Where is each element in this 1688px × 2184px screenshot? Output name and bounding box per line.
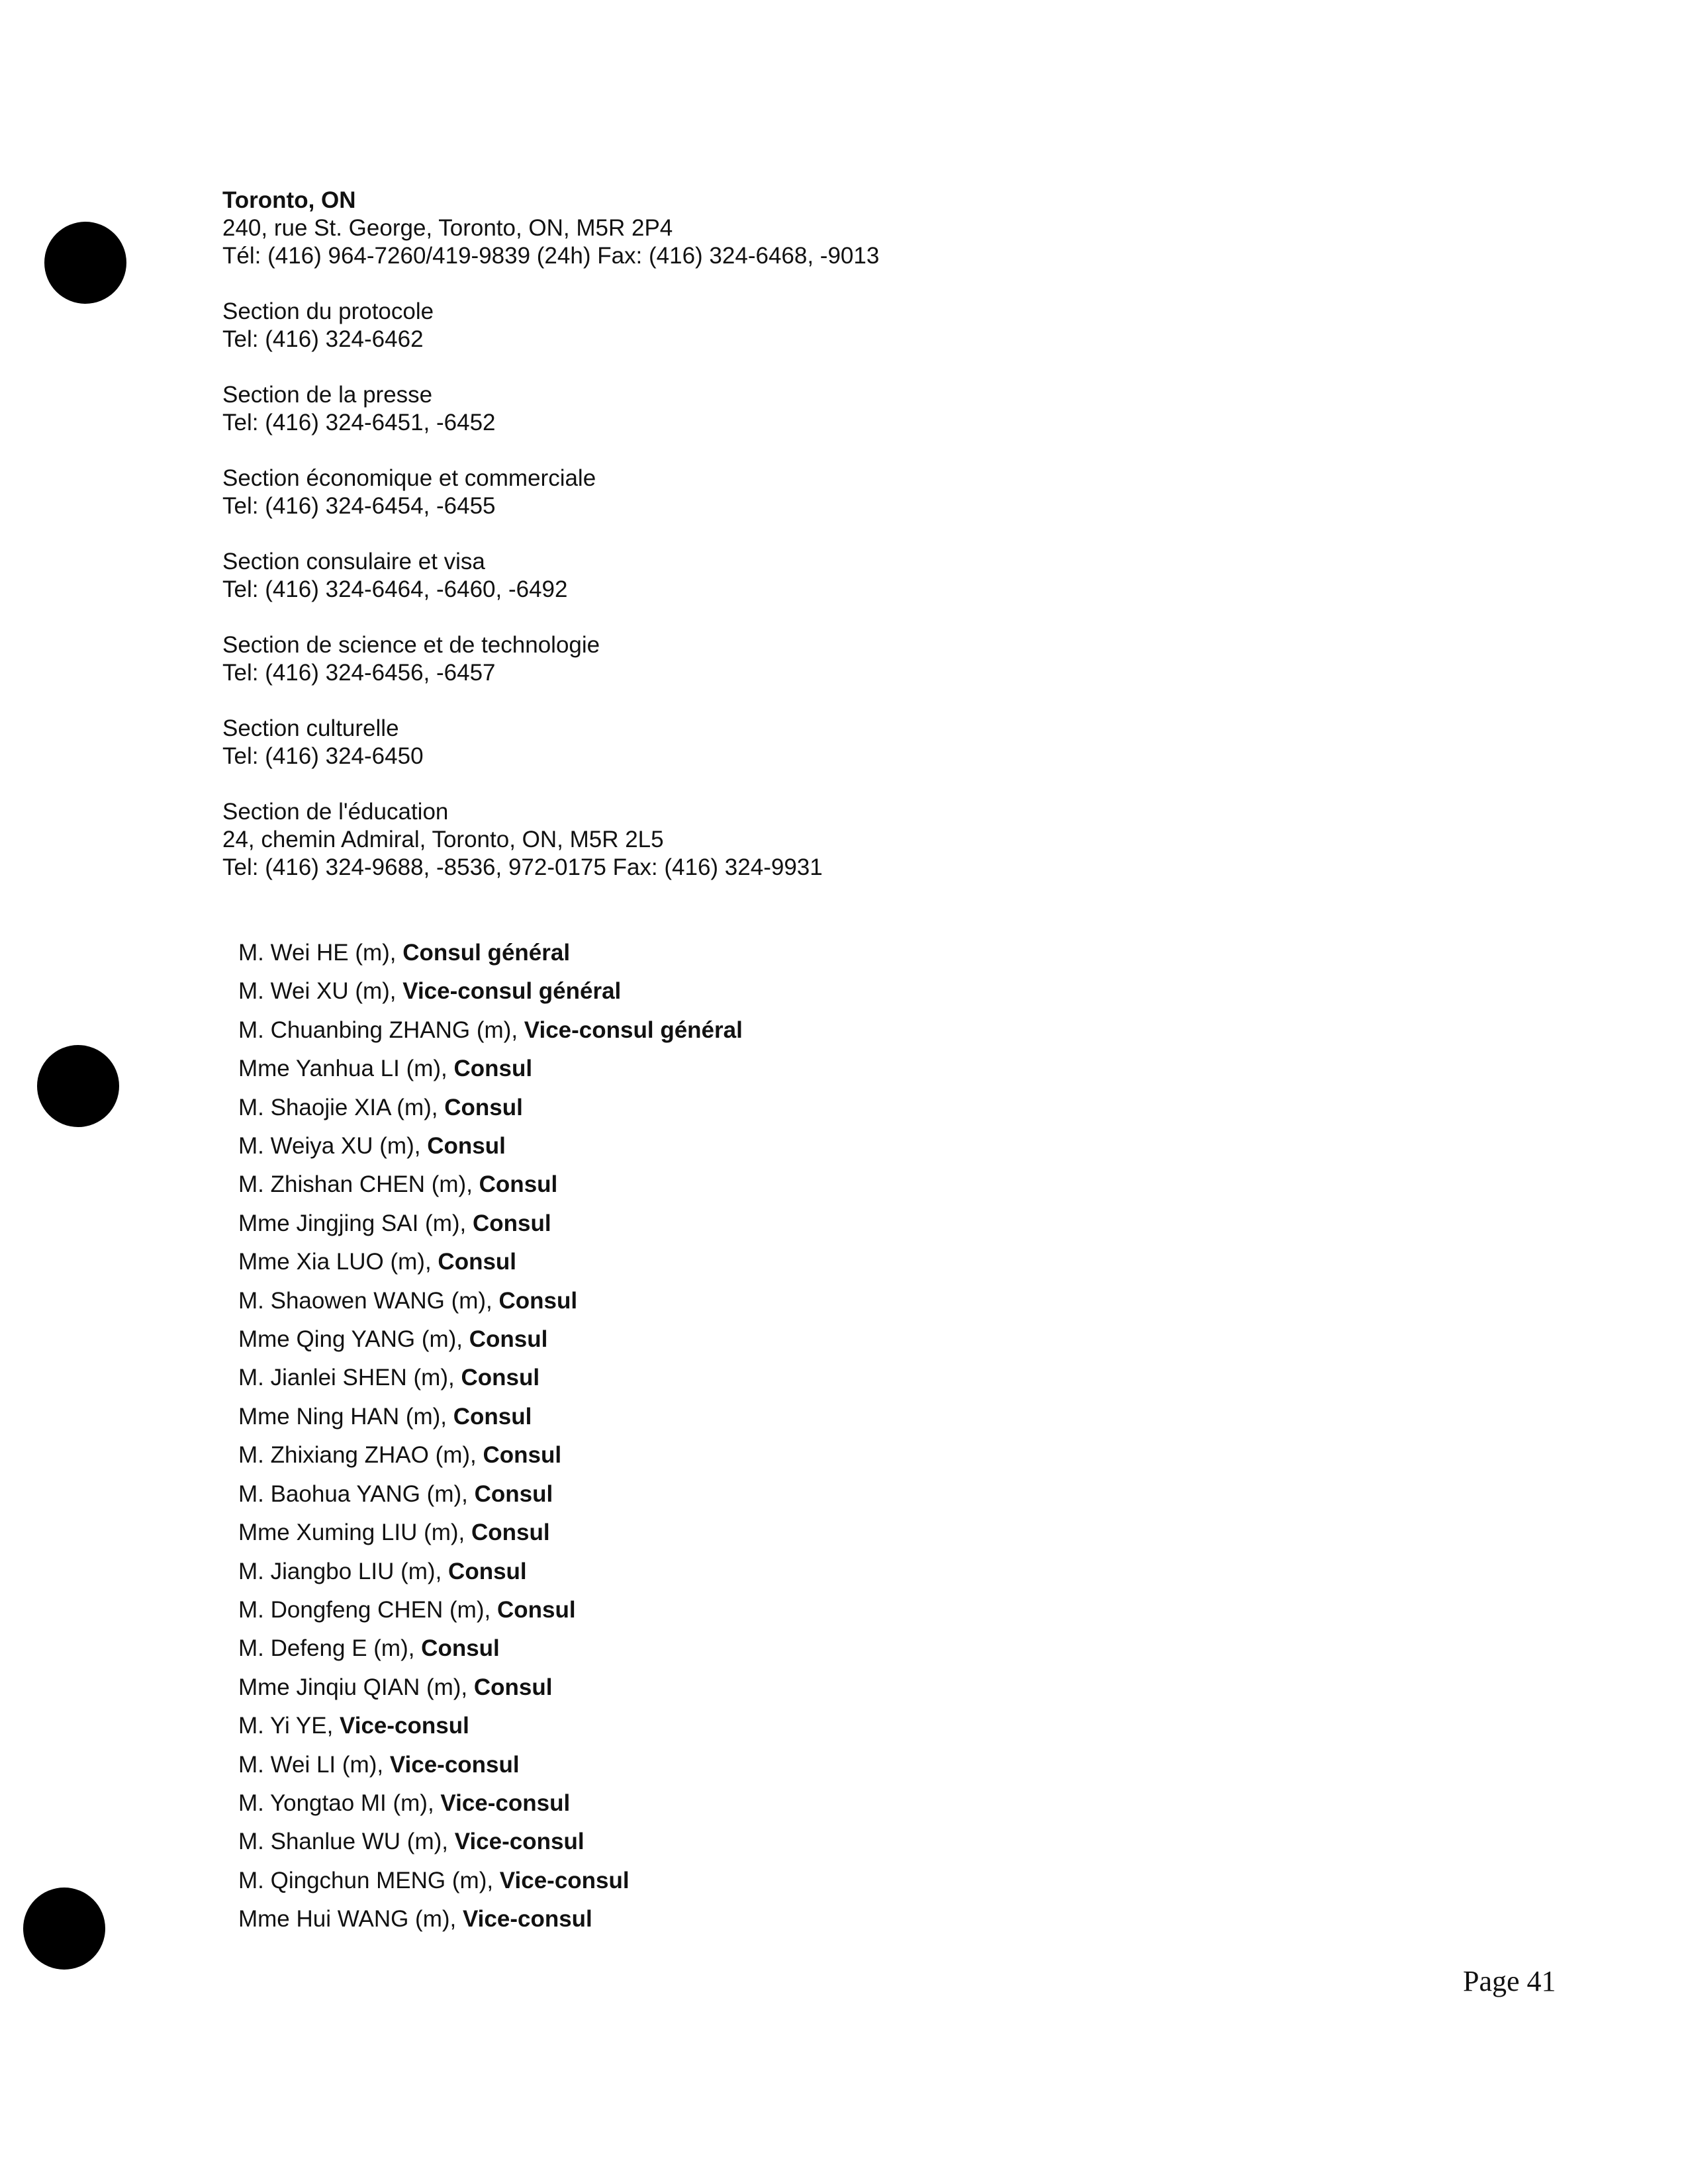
staff-title: Consul: [483, 1442, 562, 1469]
section-economic: [222, 465, 1480, 520]
staff-entry: [238, 1243, 743, 1281]
section-press: [222, 381, 1480, 437]
binder-hole: [44, 222, 126, 304]
staff-title: Consul: [471, 1520, 550, 1546]
staff-title: Consul général: [402, 940, 571, 966]
section-phone: Tel: (416) 324-6451, -6452: [222, 410, 496, 435]
section-phone: Tel: (416) 324-6450: [222, 743, 424, 769]
section-consular: [222, 548, 1480, 604]
staff-entry: [238, 1823, 743, 1861]
section-address: 24, chemin Admiral, Toronto, ON, M5R 2L5: [222, 827, 664, 852]
staff-name: Mme Qing YANG (m),: [238, 1326, 469, 1353]
section-phone: Tel: (416) 324-9688, -8536, 972-0175 Fax: (416) 324-9931: [222, 854, 823, 880]
staff-title: Vice-consul: [499, 1867, 630, 1893]
page-number: Page 41: [1463, 1965, 1556, 1997]
staff-title: Consul: [453, 1403, 532, 1430]
staff-entry: [238, 1050, 743, 1088]
staff-entry: [238, 1591, 743, 1629]
staff-entry: [238, 934, 743, 972]
section-name: Section du protocole: [222, 298, 434, 324]
staff-title: Consul: [469, 1326, 548, 1353]
staff-title: Consul: [479, 1171, 558, 1198]
staff-title: Consul: [448, 1558, 527, 1584]
office-phones: Tél: (416) 964-7260/419-9839 (24h) Fax: (416) 324-6468, -9013: [222, 243, 880, 269]
staff-entry: [238, 1205, 743, 1243]
staff-name: Mme Jingjing SAI (m),: [238, 1210, 473, 1236]
staff-entry: [238, 1553, 743, 1591]
staff-title: Vice-consul: [389, 1751, 520, 1778]
staff-name: M. Weiya XU (m),: [238, 1133, 428, 1160]
staff-entry: [238, 1398, 743, 1436]
staff-title: Consul: [472, 1210, 551, 1236]
staff-name: M. Yongtao MI (m),: [238, 1790, 441, 1816]
section-protocol: [222, 298, 1480, 353]
staff-title: Consul: [427, 1133, 506, 1160]
section-name: Section économique et commerciale: [222, 465, 596, 491]
staff-name: M. Wei HE (m),: [238, 940, 403, 966]
staff-title: Vice-consul: [340, 1713, 469, 1739]
staff-entry: [238, 1629, 743, 1668]
staff-title: Vice-consul: [440, 1790, 571, 1816]
staff-entry: [238, 1436, 743, 1475]
staff-title: Consul: [438, 1249, 517, 1275]
office-address: 240, rue St. George, Toronto, ON, M5R 2P4: [222, 215, 673, 241]
staff-name: M. Shaowen WANG (m),: [238, 1287, 499, 1314]
section-name: Section de science et de technologie: [222, 632, 600, 658]
binder-hole: [23, 1888, 105, 1970]
section-education: [222, 798, 1480, 882]
staff-title: Consul: [474, 1480, 553, 1507]
staff-name: M. Zhishan CHEN (m),: [238, 1171, 479, 1198]
staff-name: M. Shanlue WU (m),: [238, 1829, 455, 1855]
staff-name: M. Wei LI (m),: [238, 1751, 390, 1778]
staff-entry: [238, 1514, 743, 1552]
staff-name: Mme Jinqiu QIAN (m),: [238, 1674, 474, 1700]
staff-title: Consul: [498, 1287, 578, 1314]
staff-name: M. Wei XU (m),: [238, 978, 403, 1005]
staff-title: Consul: [461, 1365, 540, 1391]
staff-list: [238, 934, 743, 1939]
section-phone: Tel: (416) 324-6456, -6457: [222, 660, 496, 686]
staff-title: Consul: [444, 1094, 523, 1120]
staff-entry: [238, 1668, 743, 1707]
staff-name: M. Qingchun MENG (m),: [238, 1867, 500, 1893]
staff-entry: [238, 1011, 743, 1050]
staff-name: Mme Yanhua LI (m),: [238, 1056, 454, 1082]
staff-name: M. Jianlei SHEN (m),: [238, 1365, 461, 1391]
staff-name: M. Defeng E (m),: [238, 1635, 422, 1662]
staff-title: Vice-consul général: [524, 1017, 743, 1043]
section-name: Section de l'éducation: [222, 799, 449, 825]
staff-name: M. Dongfeng CHEN (m),: [238, 1596, 497, 1623]
staff-name: M. Yi YE,: [238, 1713, 340, 1739]
staff-title: Vice-consul général: [402, 978, 622, 1005]
section-science: [222, 631, 1480, 687]
section-phone: Tel: (416) 324-6464, -6460, -6492: [222, 576, 568, 602]
section-cultural: [222, 715, 1480, 770]
office-title: Toronto, ON: [222, 187, 356, 213]
staff-name: M. Jiangbo LIU (m),: [238, 1558, 449, 1584]
staff-entry: [238, 1784, 743, 1823]
staff-entry: [238, 972, 743, 1011]
staff-name: M. Zhixiang ZHAO (m),: [238, 1442, 483, 1469]
staff-name: Mme Hui WANG (m),: [238, 1906, 463, 1933]
section-name: Section consulaire et visa: [222, 549, 485, 574]
office-block: [222, 187, 1480, 882]
section-phone: Tel: (416) 324-6462: [222, 326, 424, 352]
staff-name: Mme Xuming LIU (m),: [238, 1520, 471, 1546]
staff-name: Mme Ning HAN (m),: [238, 1403, 453, 1430]
staff-entry: [238, 1359, 743, 1397]
staff-entry: [238, 1475, 743, 1514]
section-name: Section culturelle: [222, 715, 399, 741]
staff-name: M. Chuanbing ZHANG (m),: [238, 1017, 524, 1043]
staff-name: M. Baohua YANG (m),: [238, 1480, 475, 1507]
staff-entry: [238, 1746, 743, 1784]
staff-name: M. Shaojie XIA (m),: [238, 1094, 445, 1120]
staff-title: Vice-consul: [462, 1906, 592, 1933]
staff-entry: [238, 1862, 743, 1900]
binder-hole: [37, 1045, 119, 1127]
staff-entry: [238, 1089, 743, 1127]
staff-entry: [238, 1165, 743, 1204]
section-phone: Tel: (416) 324-6454, -6455: [222, 493, 496, 519]
staff-entry: [238, 1707, 743, 1745]
staff-entry: [238, 1320, 743, 1359]
staff-title: Vice-consul: [454, 1829, 585, 1855]
staff-entry: [238, 1282, 743, 1320]
staff-title: Consul: [421, 1635, 500, 1662]
staff-name: Mme Xia LUO (m),: [238, 1249, 438, 1275]
staff-title: Consul: [496, 1596, 576, 1623]
staff-title: Consul: [473, 1674, 553, 1700]
staff-title: Consul: [453, 1056, 533, 1082]
staff-entry: [238, 1900, 743, 1938]
staff-entry: [238, 1127, 743, 1165]
section-name: Section de la presse: [222, 382, 433, 408]
